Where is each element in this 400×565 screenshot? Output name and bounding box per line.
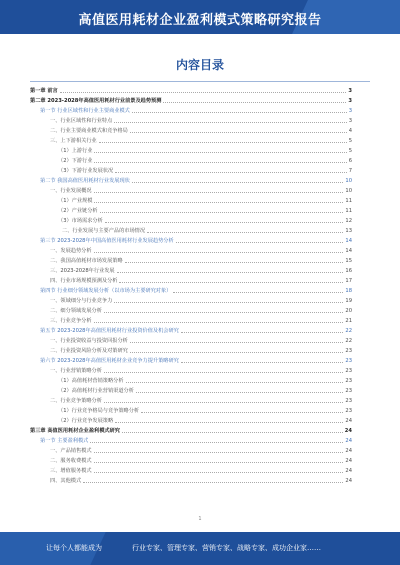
toc-entry-page: 22 [345, 328, 352, 334]
toc-entry-label: 一、领域细分与行业竞争力 [50, 298, 113, 304]
toc-leader-dots [114, 301, 343, 303]
toc-leader-dots [181, 361, 344, 363]
toc-entry-label: 二、行业投资风险分析及对策研究 [50, 348, 128, 354]
toc-entry[interactable] [30, 146, 352, 156]
toc-entry-page: 16 [345, 268, 352, 274]
toc-entry-label: 一、发展趋势分析 [50, 248, 92, 254]
toc-leader-dots [132, 111, 347, 113]
toc-entry-page: 12 [345, 218, 352, 224]
toc-entry[interactable] [30, 256, 352, 266]
toc-entry[interactable] [30, 316, 352, 326]
toc-leader-dots [115, 421, 343, 423]
toc-entry-label: 第三章 高值医用耗材企业盈利模式研究 [30, 428, 120, 434]
toc-entry-page: 5 [348, 138, 352, 144]
toc-entry-label: 第六节 2023-2028年高值医用耗材企业竞争力提升策略研究 [40, 358, 179, 364]
toc-entry-label: 二、行业发展与主要产品的市场情况 [62, 228, 146, 234]
toc-leader-dots [122, 431, 343, 433]
toc-entry-page: 11 [345, 198, 352, 204]
toc-entry-label: （2）产业链分析 [58, 208, 98, 214]
toc-entry-page: 3 [348, 88, 352, 94]
toc-entry[interactable] [30, 376, 352, 386]
report-header [0, 0, 400, 34]
toc-entry-page: 22 [345, 338, 352, 344]
toc-entry-page: 24 [344, 428, 352, 434]
toc-leader-dots [94, 471, 344, 473]
toc-entry[interactable] [30, 346, 352, 356]
toc-entry[interactable] [30, 476, 352, 486]
toc-entry-page: 6 [348, 158, 352, 164]
toc-leader-dots [104, 371, 344, 373]
toc-entry[interactable] [30, 236, 352, 246]
toc-leader-dots [94, 191, 344, 193]
toc-entry-page: 23 [345, 378, 352, 384]
toc-entry-label: （2）行业竞争发展策略 [58, 418, 114, 424]
toc-entry[interactable] [30, 276, 352, 286]
toc-entry[interactable] [30, 406, 352, 416]
toc-entry[interactable] [30, 356, 352, 366]
toc-entry[interactable] [30, 186, 352, 196]
toc-leader-dots [94, 161, 346, 163]
toc-entry-label: 三、行业竞争分析 [50, 318, 92, 324]
toc-entry[interactable] [30, 106, 352, 116]
toc-entry-page: 15 [345, 258, 352, 264]
toc-entry-page: 24 [345, 458, 352, 464]
toc-leader-dots [104, 401, 344, 403]
toc-entry-label: 第二节 我国高值医用耗材行业发展现状 [40, 178, 130, 184]
toc-entry-page: 3 [348, 98, 352, 104]
toc-entry-page: 24 [345, 418, 352, 424]
report-footer [0, 532, 400, 565]
toc-entry-label: 二、服务收费模式 [50, 458, 92, 464]
toc-entry-label: 四、行业市场规模预测及分析 [50, 278, 118, 284]
toc-entry[interactable] [30, 336, 352, 346]
toc-leader-dots [125, 261, 344, 263]
toc-leader-dots [90, 441, 343, 443]
toc-entry-label: 二、行业竞争策略分析 [50, 398, 102, 404]
toc-entry[interactable] [30, 366, 352, 376]
toc-divider [30, 81, 370, 82]
toc-entry[interactable] [30, 466, 352, 476]
toc-entry-page: 24 [345, 448, 352, 454]
toc-entry[interactable] [30, 426, 352, 436]
toc-entry-label: （1）高值耗材营销策略分析 [58, 378, 124, 384]
toc-entry-label: 一、行业区域性和行业特点 [50, 118, 113, 124]
toc-entry-label: 一、行业发展概况 [50, 188, 92, 194]
toc-entry[interactable] [30, 286, 352, 296]
toc-entry-label: 二、我国高值耗材市场发展策略 [50, 258, 123, 264]
toc-entry-page: 23 [345, 388, 352, 394]
toc-leader-dots [99, 141, 347, 143]
toc-entry-label: 三、2023-2028年行业发展 [50, 268, 115, 274]
table-of-contents [30, 86, 352, 486]
toc-leader-dots [117, 271, 344, 273]
toc-leader-dots [105, 221, 344, 223]
report-title: 高值医用耗材企业盈利模式策略研究报告 [78, 13, 322, 28]
toc-entry-label: 第二章 2023-2028年高值医用耗材行业前景及趋势预测 [30, 98, 162, 104]
toc-leader-dots [114, 121, 346, 123]
toc-entry-page: 3 [348, 118, 352, 124]
toc-entry-page: 23 [345, 358, 352, 364]
toc-entry[interactable] [30, 246, 352, 256]
toc-entry-page: 7 [348, 168, 352, 174]
toc-entry[interactable] [30, 86, 352, 96]
toc-entry[interactable] [30, 296, 352, 306]
toc-leader-dots [94, 251, 344, 253]
toc-entry-label: 第一章 前言 [30, 88, 58, 94]
toc-leader-dots [130, 351, 344, 353]
toc-leader-dots [163, 101, 346, 103]
toc-leader-dots [94, 461, 344, 463]
toc-entry[interactable] [30, 456, 352, 466]
toc-entry-label: 第三节 2023-2028年中国高值医用耗材行业发展趋势分析 [40, 238, 174, 244]
toc-leader-dots [147, 231, 343, 233]
toc-entry-page: 4 [348, 128, 352, 134]
toc-entry-page: 10 [345, 188, 352, 194]
toc-entry[interactable] [30, 156, 352, 166]
toc-entry-page: 21 [345, 318, 352, 324]
toc-entry-page: 23 [345, 368, 352, 374]
toc-leader-dots [60, 91, 347, 93]
toc-entry-page: 3 [348, 108, 352, 114]
toc-entry[interactable] [30, 226, 352, 236]
toc-entry-page: 11 [345, 208, 352, 214]
toc-entry-page: 14 [345, 248, 352, 254]
toc-leader-dots [104, 311, 344, 313]
toc-entry-page: 23 [345, 408, 352, 414]
page-number: 1 [198, 516, 202, 522]
toc-entry-page: 19 [345, 298, 352, 304]
toc-entry-page: 24 [345, 468, 352, 474]
toc-entry[interactable] [30, 116, 352, 126]
toc-leader-dots [132, 181, 344, 183]
toc-entry-page: 23 [345, 348, 352, 354]
toc-entry-page: 24 [345, 438, 352, 444]
toc-entry-label: （1）产业规模 [58, 198, 93, 204]
toc-entry-label: （1）行业竞争格局与竞争策略分析 [58, 408, 140, 414]
toc-entry[interactable] [30, 266, 352, 276]
toc-heading: 内容目录 [175, 58, 224, 72]
toc-entry-page: 23 [345, 398, 352, 404]
toc-leader-dots [94, 151, 346, 153]
toc-entry[interactable] [30, 306, 352, 316]
toc-entry-page: 18 [345, 288, 352, 294]
toc-entry-label: （3）下游行业发展状况 [58, 168, 114, 174]
toc-entry-label: 第一节 主要盈利模式 [40, 438, 89, 444]
toc-entry[interactable] [30, 396, 352, 406]
toc-entry[interactable] [30, 386, 352, 396]
toc-entry-label: （1）上游行业 [58, 148, 93, 154]
toc-leader-dots [100, 211, 344, 213]
footer-slogan-left: 让每个人都能成为 [46, 544, 102, 552]
toc-entry-page: 5 [348, 148, 352, 154]
toc-entry-page: 14 [345, 238, 352, 244]
footer-slogan-right: 行业专家、管理专家、营销专家、战略专家、成功企业家…… [132, 544, 321, 552]
toc-entry[interactable] [30, 176, 352, 186]
toc-leader-dots [94, 201, 343, 203]
toc-entry-page: 20 [345, 308, 352, 314]
toc-entry[interactable] [30, 196, 352, 206]
toc-entry-label: （2）高值耗材行业营销渠道分析 [58, 388, 134, 394]
toc-leader-dots [130, 131, 347, 133]
toc-leader-dots [173, 291, 343, 293]
toc-leader-dots [94, 321, 344, 323]
toc-entry-label: 三、增值服务模式 [50, 468, 92, 474]
toc-entry-label: 第五节 2023-2028年高值医用耗材行业投资价值及机会研究 [40, 328, 179, 334]
toc-entry-label: 二、细分领域发展分析 [50, 308, 102, 314]
toc-entry[interactable] [30, 326, 352, 336]
toc-leader-dots [130, 341, 344, 343]
toc-entry-label: （2）下游行业 [58, 158, 93, 164]
toc-leader-dots [176, 241, 344, 243]
toc-entry[interactable] [30, 416, 352, 426]
toc-entry[interactable] [30, 96, 352, 106]
toc-leader-dots [181, 331, 344, 333]
toc-entry-label: （3）市场需求分析 [58, 218, 103, 224]
toc-entry[interactable] [30, 166, 352, 176]
toc-entry-label: 一、行业营销策略分析 [50, 368, 102, 374]
toc-entry-label: 第四节 行业细分领域发展分析（以市场为主要研究对象） [40, 288, 172, 294]
toc-entry[interactable] [30, 436, 352, 446]
toc-leader-dots [141, 411, 343, 413]
toc-entry-label: 一、产品销售模式 [50, 448, 92, 454]
toc-entry-label: 三、上下游相关行业 [50, 138, 97, 144]
toc-entry-label: 一、行业投资收益与投资回报分析 [50, 338, 128, 344]
toc-leader-dots [136, 391, 343, 393]
toc-entry-label: 二、行业主要商业模式和竞争格局 [50, 128, 128, 134]
toc-leader-dots [94, 451, 344, 453]
toc-leader-dots [126, 381, 344, 383]
toc-entry-page: 10 [345, 178, 352, 184]
toc-entry-page: 13 [345, 228, 352, 234]
toc-entry[interactable] [30, 126, 352, 136]
toc-entry-label: 第一节 行业区域性和行业主要商业模式 [40, 108, 130, 114]
toc-leader-dots [115, 171, 347, 173]
toc-entry-page: 17 [345, 278, 352, 284]
toc-leader-dots [119, 281, 343, 283]
toc-entry-label: 四、其他模式 [50, 478, 82, 484]
toc-entry[interactable] [30, 136, 352, 146]
toc-entry[interactable] [30, 206, 352, 216]
toc-entry-page: 24 [345, 478, 352, 484]
toc-entry[interactable] [30, 216, 352, 226]
toc-leader-dots [83, 481, 343, 483]
toc-entry[interactable] [30, 446, 352, 456]
